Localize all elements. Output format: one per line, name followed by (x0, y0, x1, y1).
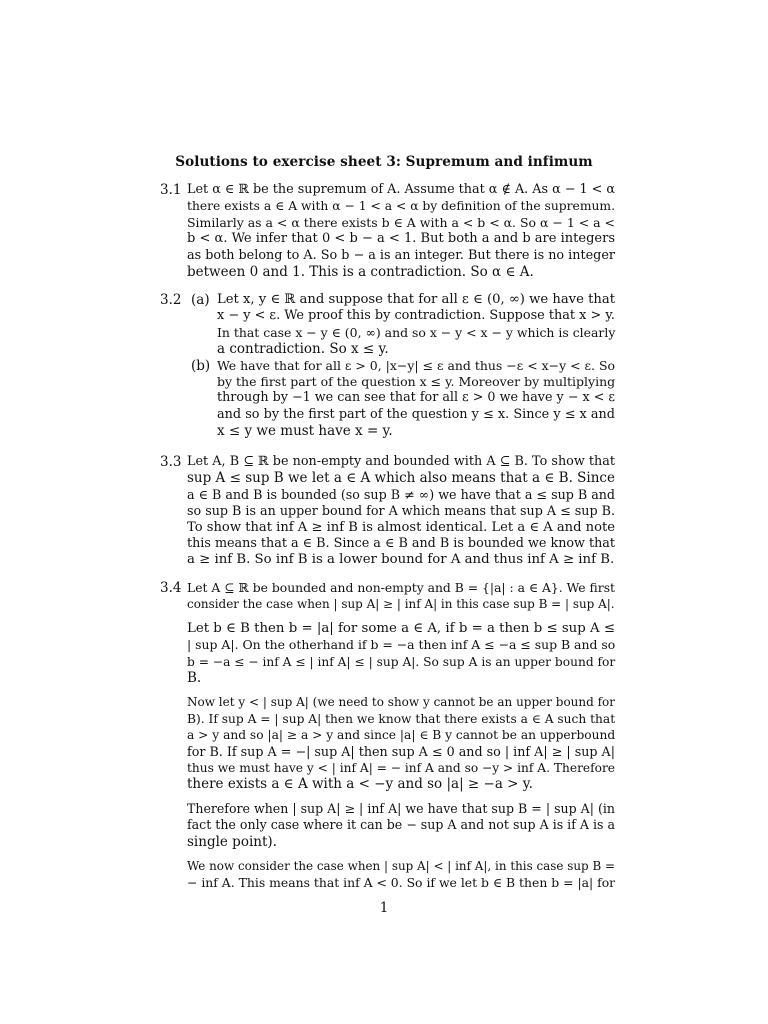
part-a (191, 292, 616, 358)
text-line: B). If sup A = | sup A| then we know that there exists a ∈ A such that (187, 711, 616, 726)
paragraph (187, 580, 615, 613)
text-line: there exists a ∈ A with α − 1 < a < α by definition of the supremum. (187, 199, 616, 214)
text-line: Let A ⊆ ℝ be bounded and non-empty and B = {|a| : a ∈ A}. We first (187, 581, 615, 595)
text-line: fact the only case where it can be − sup A and not sup A is if A is a (187, 817, 615, 833)
text-line: To show that inf A ≥ inf B is almost identical. Let a ∈ A and note (187, 519, 615, 535)
part-label: (b) (191, 357, 211, 374)
text-line: so sup B is an upper bound for A which means that sup A ≤ sup B. (187, 503, 615, 519)
part-b (191, 357, 616, 440)
solution-text (187, 580, 615, 891)
text-line: a ∈ B and B is bounded (so sup B ≠ ∞) we have that a ≤ sup B and (187, 486, 615, 502)
solution-3-3 (160, 454, 615, 569)
paragraph (187, 801, 615, 850)
text-line: We have that for all ε > 0, |x−y| ≤ ε and thus −ε < x−y < ε. So (217, 357, 615, 373)
text-line: − inf A. This means that inf A < 0. So if we let b ∈ B then b = |a| for (187, 874, 616, 890)
paragraph (187, 621, 615, 687)
text-line: x ≤ y we must have x = y. (217, 423, 393, 440)
text-line: for B. If sup A = −| sup A| then sup A ≤ 0 and so | inf A| ≥ | sup A| (187, 743, 615, 759)
section-number: 3.1 (160, 182, 182, 198)
part-label: (a) (191, 292, 210, 308)
text-line: sup A ≤ sup B we let a ∈ A which also means that a ∈ B. Since (187, 470, 615, 487)
section-number: 3.4 (160, 580, 182, 596)
paragraph (187, 858, 615, 891)
text-line: | sup A|. On the otherhand if b = −a then inf A ≤ −a ≤ sup B and so (187, 637, 616, 653)
text-line: We now consider the case when | sup A| < | inf A|, in this case sup B = (187, 859, 615, 874)
section-number: 3.3 (160, 454, 182, 470)
section-number: 3.2 (160, 292, 182, 308)
text-line: single point). (187, 833, 277, 850)
text-line: b = −a ≤ − inf A ≤ | inf A| ≤ | sup A|. So sup A is an upper bound for (187, 654, 616, 669)
text-line: a ≥ inf B. So inf B is a lower bound for A and thus inf A ≥ inf B. (187, 552, 615, 568)
text-line: there exists a ∈ A with a < −y and so |a| ≥ −a > y. (187, 776, 533, 793)
text-line: Now let y < | sup A| (we need to show y cannot be an upper bound for (187, 695, 615, 710)
text-line: consider the case when | sup A| ≥ | inf A| in this case sup B = | sup A|. (187, 597, 615, 612)
page-number: 1 (379, 900, 389, 916)
text-line: a > y and so |a| ≥ a > y and since |a| ∈ B y cannot be an upperbound (187, 728, 616, 743)
text-line: x − y < ε. We proof this by contradiction. Suppose that x > y. (217, 308, 615, 324)
text-line: as both belong to A. So b − a is an integer. But there is no integer (187, 247, 615, 263)
text-line: a contradiction. So x ≤ y. (217, 341, 389, 358)
text-line: thus we must have y < | inf A| = − inf A and so −y > inf A. Therefore (187, 761, 615, 776)
text-line: Similarly as a < α there exists b ∈ A with a < b < α. So α − 1 < a < (187, 214, 615, 230)
solution-3-1 (160, 182, 615, 280)
solution-3-4 (160, 580, 615, 899)
text-line: through by −1 we can see that for all ε > 0 we have y − x < ε (217, 390, 615, 406)
text-line: Let b ∈ B then b = |a| for some a ∈ A, if b = a then b ≤ sup A ≤ (187, 620, 615, 636)
text-line: Let A, B ⊆ ℝ be non-empty and bounded with A ⊆ B. To show that (187, 454, 615, 469)
page-title: Solutions to exercise sheet 3: Supremum and infimum (175, 154, 593, 170)
text-line: Let α ∈ ℝ be the supremum of A. Assume that α ∉ A. As α − 1 < α (187, 182, 615, 197)
text-line: by the first part of the question x ≤ y. Moreover by multiplying (217, 374, 616, 390)
paragraph (187, 694, 615, 792)
solution-text (187, 454, 615, 569)
text-line: Let x, y ∈ ℝ and suppose that for all ε ∈ (0, ∞) we have that (217, 292, 615, 307)
solution-text (187, 182, 615, 280)
text-line: this means that a ∈ B. Since a ∈ B and B is bounded we know that (187, 536, 615, 552)
text-line: Therefore when | sup A| ≥ | inf A| we have that sup B = | sup A| (in (187, 800, 615, 816)
text-line: In that case x − y ∈ (0, ∞) and so x − y < x − y which is clearly (217, 324, 616, 340)
text-line: B. (187, 670, 202, 687)
text-line: between 0 and 1. This is a contradiction. So α ∈ A. (187, 264, 534, 281)
text-line: b < α. We infer that 0 < b − a < 1. But both a and b are integers (187, 231, 615, 247)
solution-text (160, 292, 615, 440)
text-line: and so by the first part of the question y ≤ x. Since y ≤ x and (217, 406, 615, 422)
solution-3-2 (160, 292, 615, 440)
